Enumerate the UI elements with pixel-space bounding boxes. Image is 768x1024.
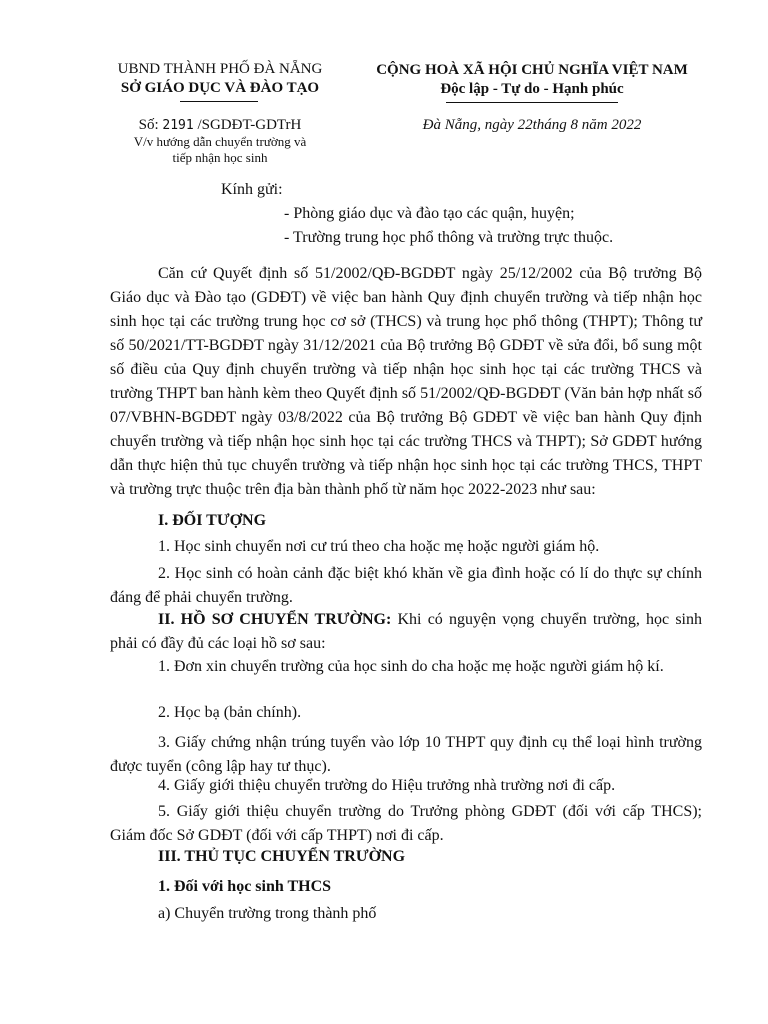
motto-underline: [446, 102, 618, 103]
subject-line-2: tiếp nhận học sinh: [172, 150, 268, 165]
list-item: 1. Đơn xin chuyển trường của học sinh do cha hoặc mẹ hoặc người giám hộ kí.: [158, 658, 664, 675]
doc-number-suffix: /SGDĐT-GDTrH: [197, 117, 302, 133]
section-heading: I. ĐỐI TƯỢNG: [158, 512, 267, 529]
list-item: 2. Học sinh có hoàn cảnh đặc biệt khó khăn về gia đình hoặc có lí do thực sự chính đáng để phải chuyển trường.: [110, 565, 702, 606]
motto: Độc lập - Tự do - Hạnh phúc: [440, 81, 624, 97]
subject-line-1: V/v hướng dẫn chuyển trường và: [133, 134, 307, 149]
intro-paragraph: Căn cứ Quyết định số 51/2002/QĐ-BGDĐT ngày 25/12/2002 của Bộ trưởng Bộ Giáo dục và Đào tạo (GDĐT) về việc ban hành Quy định chuyển trường và tiếp nhận học sinh học tại các trường trung học cơ sở (THCS) và trung học phổ thông (THPT); Thông tư số 50/2021/TT-BGDĐT ngày 31/12/2021 của Bộ trưởng Bộ GDĐT về sửa đổi, bổ sung một số điều của Quy định chuyển trường và tiếp nhận học sinh học tại các trường THCS và trường THPT ban hành kèm theo Quyết định số 51/2002/QĐ-BGDĐT (Văn bản hợp nhất số 07/VBHN-BGDĐT ngày 03/8/2022 của Bộ trưởng Bộ GDĐT về việc ban hành Quy định chuyển trường và tiếp nhận học sinh học tại các trường THCS và THPT); Sở GDĐT hướng dẫn thực hiện thủ tục chuyển trường và tiếp nhận học sinh học tại các trường THCS, THPT và trường trực thuộc trên địa bàn thành phố từ năm học 2022-2023 như sau:: [110, 265, 702, 498]
section-heading: III. THỦ TỤC CHUYỂN TRƯỜNG: [158, 848, 406, 865]
section-2-paragraph: [110, 608, 702, 656]
org-underline: [180, 101, 258, 102]
list-item: 4. Giấy giới thiệu chuyển trường do Hiệu trưởng nhà trường nơi đi cấp.: [158, 777, 616, 794]
section-heading-tail: Khi có nguyện vọng chuyển trường, học sinh phải có đầy đủ các loại hồ sơ sau:: [110, 611, 702, 652]
place-date: Đà Nẵng, ngày 22tháng 8 năm 2022: [422, 117, 642, 133]
sub-item: a) Chuyển trường trong thành phố: [158, 905, 377, 922]
section-heading: II. HỒ SƠ CHUYỂN TRƯỜNG:: [158, 611, 392, 628]
greeting: Kính gửi:: [221, 181, 283, 198]
recipient-item: - Trường trung học phổ thông và trường trực thuộc.: [284, 229, 614, 246]
list-item: 3. Giấy chứng nhận trúng tuyển vào lớp 10 THPT quy định cụ thể loại hình trường được tuyển (công lập hay tư thục).: [110, 734, 702, 775]
doc-number-prefix: Số:: [138, 117, 159, 133]
doc-number-value: 2191: [162, 118, 194, 133]
list-item: 1. Học sinh chuyển nơi cư trú theo cha hoặc mẹ hoặc người giám hộ.: [158, 538, 600, 555]
nation-title: CỘNG HOÀ XÃ HỘI CHỦ NGHĨA VIỆT NAM: [376, 62, 688, 78]
doc-number: [90, 117, 350, 134]
recipient-item: - Phòng giáo dục và đào tạo các quận, huyện;: [284, 205, 575, 222]
org-name: SỞ GIÁO DỤC VÀ ĐÀO TẠO: [120, 80, 320, 96]
list-item: 5. Giấy giới thiệu chuyển trường do Trưởng phòng GDĐT (đối với cấp THCS); Giám đốc Sở GDĐT (đối với cấp THPT) nơi đi cấp.: [110, 803, 702, 844]
org-parent: UBND THÀNH PHỐ ĐÀ NẴNG: [117, 61, 323, 77]
list-item: 2. Học bạ (bản chính).: [158, 704, 302, 721]
sub-heading: 1. Đối với học sinh THCS: [158, 878, 332, 895]
